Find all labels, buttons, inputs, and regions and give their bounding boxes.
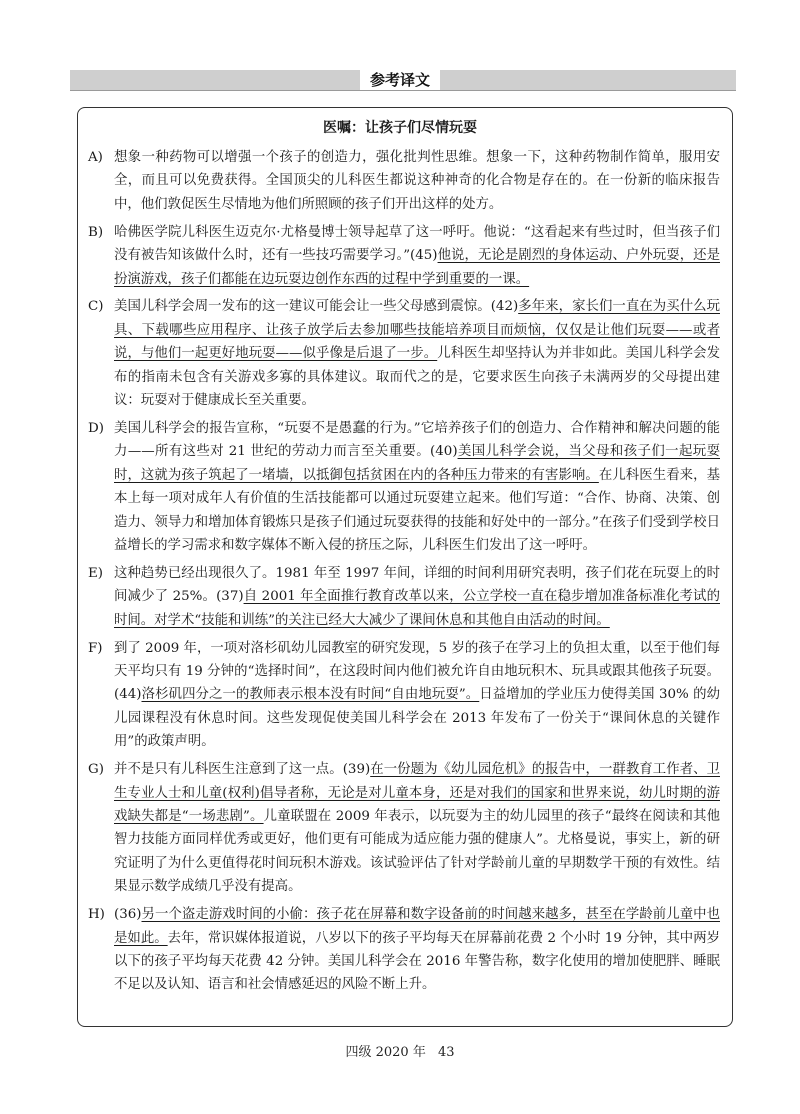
text-segment: 在儿科医生看来，基本上每一项对成年人有价值的生活技能都可以通过玩耍建立起来。他们写道：“合作、协商、决策、创造力、领导力和增加体育锻炼只是孩子们通过玩耍获得的技能和好处中的一部分。”在孩子们受到学校日益增长的学习需求和数字媒体不断入侵的挤压之际，儿科医生们发出了这一呼吁。 xyxy=(114,467,720,553)
text-segment: 到了 2009 年，一项对洛杉矶幼儿园教室的研究发现，5 岁的孩子在学习上的负担太重，以至于他们每天平均只有 19 分钟的“选择时间”，在这段时间内他们被允许自由地玩积木、玩具或跟其他孩子玩耍。(44) xyxy=(114,640,720,703)
text-segment: 并不是只有儿科医生注意到了这一点。(39) xyxy=(114,762,371,778)
paragraph-text xyxy=(114,299,720,408)
article-body xyxy=(88,146,720,1001)
article-title: 医嘱：让孩子们尽情玩耍 xyxy=(323,120,477,136)
underlined-sentence: 自 2001 年全面推行教育改革以来，公立学校一直在稳步增加准备标准化考试的时间。对学术“技能和训练”的关注已经大大减少了课间休息和其他自由活动的时间。 xyxy=(114,589,720,628)
text-segment: (36) xyxy=(114,907,142,923)
paragraph-label: E) xyxy=(88,565,103,581)
paragraph-text xyxy=(114,421,720,553)
paragraph xyxy=(88,637,720,754)
paragraph-label: F) xyxy=(88,640,103,656)
text-segment: 儿科医生却坚持认为并非如此。美国儿科学会发布的指南未包含有关游戏多寡的具体建议。取而代之的是，它要求医生向孩子未满两岁的父母提出建议：玩耍对于健康成长至关重要。 xyxy=(114,346,721,409)
text-segment: 想象一种药物可以增强一个孩子的创造力，强化批判性思维。想象一下，这种药物制作简单，服用安全，而且可以免费获得。全国顶尖的儿科医生都说这种神奇的化合物是存在的。在一份新的临床报告中，他们敦促医生尽情地为他们所照顾的孩子们开出这样的处方。 xyxy=(114,150,720,212)
paragraph xyxy=(88,562,720,632)
paragraph-label: H) xyxy=(88,907,105,923)
text-segment: 美国儿科学会的报告宣称，“玩耍不是愚蠢的行为。”它培养孩子们的创造力、合作精神和解决问题的能力——所有这些对 21 世纪的劳动力而言至关重要。(40) xyxy=(114,420,720,460)
underlined-sentence: 洛杉矶四分之一的教师表示根本没有时间“自由地玩耍”。 xyxy=(141,687,480,703)
paragraph-label: B) xyxy=(88,224,104,240)
section-header-title: 参考译文 xyxy=(360,70,440,90)
paragraph-label: A) xyxy=(88,150,103,165)
underlined-sentence: 美国儿科学会说，当父母和孩子们一起玩耍时，这就为孩子筑起了一堵墙，以抵御包括贫困在内的各种压力带来的有害影响。 xyxy=(114,444,720,483)
underlined-sentence: 多年来，家长们一直在为买什么玩具、下载哪些应用程序、让孩子放学后去参加哪些技能培养项目而烦恼，仅仅是让他们玩耍——或者说，与他们一起更好地玩耍——似乎像是后退了一步。 xyxy=(114,299,720,362)
paragraph xyxy=(88,758,720,898)
text-segment: 哈佛医学院儿科医生迈克尔·尤格曼博士领导起草了这一呼吁。他说：“这看起来有些过时，但当孩子们没有被告知该做什么时，还有一些技巧需要学习。”(45) xyxy=(114,224,720,264)
paragraph-text xyxy=(114,907,720,992)
paragraph-text xyxy=(114,566,720,628)
paragraph xyxy=(88,903,720,997)
paragraph xyxy=(88,146,720,216)
paragraph xyxy=(88,417,720,557)
section-header xyxy=(0,70,800,90)
paragraph xyxy=(88,221,720,291)
underlined-sentence: 另一个盗走游戏时间的小偷：孩子花在屏幕和数字设备前的时间越来越多，甚至在学龄前儿童中也是如此。 xyxy=(114,907,720,946)
page-number: 43 xyxy=(437,1045,455,1060)
paragraph-label: C) xyxy=(88,299,104,315)
text-segment: 去年，常识媒体报道说，八岁以下的孩子平均每天在屏幕前花费 2 个小时 19 分钟，其中两岁以下的孩子平均每天花费 42 分钟。美国儿科学会在 2016 年警告称，数字化使用的增加使肥胖、睡眠不足以及认知、语言和社会情感延迟的风险不断上升。 xyxy=(114,930,720,993)
paragraph-text xyxy=(114,150,720,212)
text-segment: 美国儿科学会周一发布的这一建议可能会让一些父母感到震惊。(42) xyxy=(114,299,519,315)
text-segment: 这种趋势已经出现很久了。1981 年至 1997 年间，详细的时间利用研究表明，孩子们花在玩耍上的时间减少了 25%。(37) xyxy=(114,565,720,605)
underlined-sentence: 他说，无论是剧烈的身体运动、户外玩耍，还是扮演游戏，孩子们都能在边玩耍边创作东西的过程中学到重要的一课。 xyxy=(114,248,720,287)
underlined-sentence: 在一份题为《幼儿园危机》的报告中，一群教育工作者、卫生专业人士和儿童(权利)倡导者称，无论是对儿童本身，还是对我们的国家和世界来说，幼儿时期的游戏缺失都是“一场悲剧”。 xyxy=(114,762,720,824)
paragraph-label: G) xyxy=(88,762,104,778)
footer-label: 四级 2020 年 xyxy=(345,1045,426,1060)
paragraph-text xyxy=(114,641,720,750)
paragraph-label: D) xyxy=(88,420,104,436)
paragraph xyxy=(88,295,720,412)
text-segment: 日益增加的学业压力使得美国 30% 的幼儿园课程没有休息时间。这些发现促使美国儿科学会在 2013 年发布了一份关于“课间休息的关键作用”的政策声明。 xyxy=(114,687,720,750)
text-segment: 儿童联盟在 2009 年表示，以玩耍为主的幼儿园里的孩子“最终在阅读和其他智力技能方面同样优秀或更好，他们更有可能成为适应能力强的健康人”。尤格曼说，事实上，新的研究证明了为什么更值得花时间玩积木游戏。该试验评估了针对学龄前儿童的早期数学干预的有效性。结果显示数学成绩几乎没有提高。 xyxy=(114,808,720,895)
paragraph-text xyxy=(114,225,720,287)
page-footer xyxy=(0,1044,800,1062)
paragraph-text xyxy=(114,762,720,894)
